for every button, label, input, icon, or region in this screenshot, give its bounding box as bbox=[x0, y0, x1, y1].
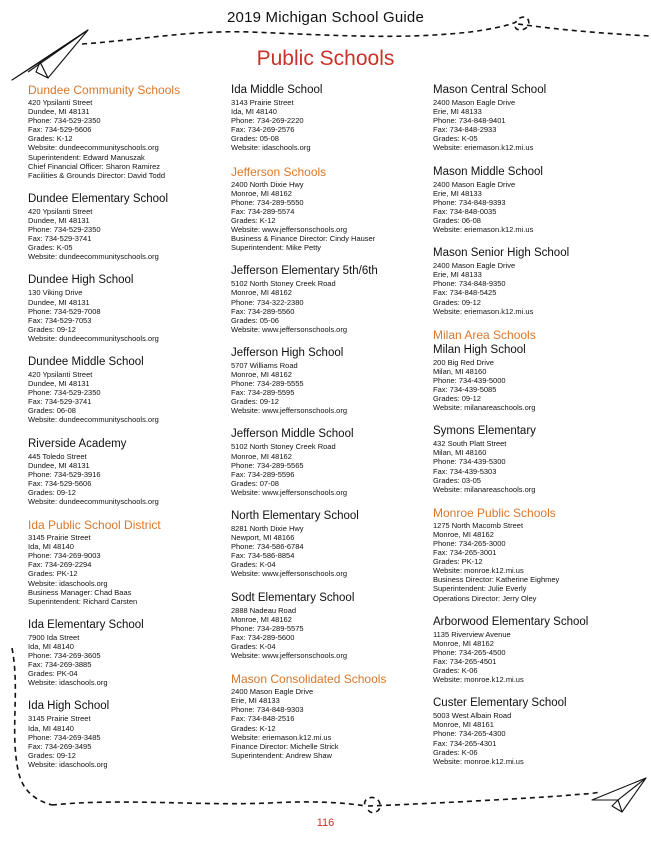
detail-line: Grades: 07-08 bbox=[231, 478, 279, 488]
column-2 bbox=[231, 83, 436, 772]
detail-line: 7900 Ida Street bbox=[28, 632, 80, 642]
detail-line: Superintendent: Richard Carsten bbox=[28, 596, 138, 606]
detail-line: Grades: PK-12 bbox=[28, 569, 78, 579]
detail-line: Phone: 734-289-5555 bbox=[231, 379, 304, 389]
detail-line: Monroe, MI 48161 bbox=[433, 720, 494, 730]
detail-line: Superintendent: Andrew Shaw bbox=[231, 750, 332, 760]
school-entry bbox=[28, 618, 233, 688]
detail-line: Phone: 734-322-2380 bbox=[231, 297, 304, 307]
school-entry bbox=[28, 355, 233, 425]
detail-line: Monroe, MI 48162 bbox=[231, 288, 292, 298]
detail-line: Business Manager: Chad Baas bbox=[28, 587, 132, 597]
detail-line: Phone: 734-289-5565 bbox=[231, 460, 304, 470]
detail-line: Grades: 05-06 bbox=[231, 315, 279, 325]
detail-line: 432 South Platt Street bbox=[433, 439, 507, 449]
school-name: Mason Senior High School bbox=[433, 247, 570, 260]
detail-line: Website: monroe.k12.mi.us bbox=[433, 756, 524, 766]
detail-line: Business & Finance Director: Cindy Hauser bbox=[231, 234, 376, 244]
detail-line: 5707 Williams Road bbox=[231, 360, 298, 370]
detail-line: Phone: 734-848-9393 bbox=[433, 197, 506, 207]
detail-line: Monroe, MI 48162 bbox=[231, 369, 292, 379]
detail-line: Grades: K-05 bbox=[433, 134, 478, 144]
detail-line: Phone: 734-265-4500 bbox=[433, 647, 506, 657]
detail-line: 5102 North Stoney Creek Road bbox=[231, 279, 336, 289]
detail-line: Monroe, MI 48162 bbox=[231, 451, 292, 461]
detail-line: Monroe, MI 48162 bbox=[433, 638, 494, 648]
detail-line: Phone: 734-265-3000 bbox=[433, 539, 506, 548]
detail-line: Phone: 734-529-7008 bbox=[28, 306, 101, 316]
detail-line: Website: www.jeffersonschools.org bbox=[231, 324, 348, 334]
detail-line: Fax: 734-848-2516 bbox=[231, 714, 295, 724]
detail-line: Phone: 734-529-2350 bbox=[28, 388, 101, 398]
detail-line: Website: milanareaschools.org bbox=[433, 403, 536, 413]
detail-line: 420 Ypsilanti Street bbox=[28, 98, 93, 107]
district-name: Milan Area Schools bbox=[433, 327, 536, 342]
district-name: Dundee Community Schools bbox=[28, 83, 181, 97]
detail-line: Fax: 734-269-3885 bbox=[28, 660, 92, 670]
detail-line: Fax: 734-529-5606 bbox=[28, 125, 92, 135]
detail-line: Grades: 09-12 bbox=[231, 397, 279, 407]
school-entry bbox=[231, 264, 436, 334]
detail-line: Dundee, MI 48131 bbox=[28, 379, 90, 389]
detail-line: Fax: 734-265-4501 bbox=[433, 656, 497, 666]
detail-line: Facilities & Grounds Director: David Todd bbox=[28, 170, 165, 180]
school-entry bbox=[433, 424, 638, 494]
school-entry bbox=[433, 83, 638, 153]
district-entry bbox=[231, 165, 436, 253]
district-entry bbox=[433, 506, 638, 603]
detail-line: Website: dundeecommunityschools.org bbox=[28, 333, 159, 343]
detail-line: 3143 Prairie Street bbox=[231, 98, 294, 107]
detail-line: 5102 North Stoney Creek Road bbox=[231, 442, 336, 452]
school-name: Ida High School bbox=[28, 700, 110, 713]
detail-line: Website: monroe.k12.mi.us bbox=[433, 566, 524, 576]
detail-line: Website: idaschools.org bbox=[231, 143, 311, 153]
detail-line: Phone: 734-269-3485 bbox=[28, 732, 101, 742]
detail-line: 2400 Mason Eagle Drive bbox=[433, 261, 516, 271]
detail-line: Website: eriemason.k12.mi.us bbox=[231, 732, 332, 742]
detail-line: 445 Toledo Street bbox=[28, 451, 87, 461]
detail-line: 2400 North Dixie Hwy bbox=[231, 179, 304, 189]
school-entry bbox=[28, 699, 233, 769]
detail-line: Website: eriemason.k12.mi.us bbox=[433, 306, 534, 316]
detail-line: Grades: 09-12 bbox=[433, 394, 481, 404]
detail-line: Phone: 734-848-9350 bbox=[433, 279, 506, 289]
school-entry bbox=[28, 273, 233, 343]
detail-line: 420 Ypsilanti Street bbox=[28, 369, 93, 379]
detail-line: Erie, MI 48133 bbox=[433, 188, 482, 198]
detail-line: 2400 Mason Eagle Drive bbox=[433, 98, 516, 107]
school-name: North Elementary School bbox=[231, 510, 359, 522]
detail-line: Fax: 734-289-5600 bbox=[231, 632, 295, 642]
detail-line: Fax: 734-439-5303 bbox=[433, 466, 497, 476]
school-entry bbox=[433, 696, 638, 766]
detail-line: Operations Director: Jerry Oley bbox=[433, 593, 537, 603]
column-3 bbox=[433, 83, 638, 778]
detail-line: Milan, MI 48160 bbox=[433, 366, 487, 376]
detail-line: Grades: K-05 bbox=[28, 243, 73, 253]
detail-line: Grades: 09-12 bbox=[28, 487, 76, 497]
detail-line: Grades: 03-05 bbox=[433, 475, 481, 485]
detail-line: Fax: 734-269-2294 bbox=[28, 560, 92, 570]
detail-line: Website: idaschools.org bbox=[28, 678, 108, 688]
detail-line: 2400 Mason Eagle Drive bbox=[433, 179, 516, 189]
detail-line: 1135 Riverview Avenue bbox=[433, 629, 511, 639]
detail-line: Phone: 734-289-5575 bbox=[231, 623, 304, 633]
detail-line: Fax: 734-265-4301 bbox=[433, 738, 497, 748]
detail-line: Website: eriemason.k12.mi.us bbox=[433, 143, 534, 153]
detail-line: Fax: 734-848-5425 bbox=[433, 288, 497, 298]
school-name: Riverside Academy bbox=[28, 437, 127, 450]
school-name: Milan High School bbox=[433, 343, 526, 356]
district-name: Mason Consolidated Schools bbox=[231, 672, 387, 687]
detail-line: Fax: 734-439-5085 bbox=[433, 384, 497, 394]
school-name: Ida Middle School bbox=[231, 84, 323, 96]
detail-line: Erie, MI 48133 bbox=[433, 107, 482, 117]
detail-line: Website: dundeecommunityschools.org bbox=[28, 252, 159, 262]
district-name: Jefferson Schools bbox=[231, 164, 327, 179]
detail-line: Erie, MI 48133 bbox=[433, 270, 482, 280]
detail-line: 8281 North Dixie Hwy bbox=[231, 524, 304, 533]
detail-line: Website: www.jeffersonschools.org bbox=[231, 487, 348, 497]
detail-line: Monroe, MI 48162 bbox=[231, 188, 292, 198]
detail-line: Chief Financial Officer: Sharon Ramirez bbox=[28, 161, 160, 171]
detail-line: Fax: 734-289-5596 bbox=[231, 469, 295, 479]
detail-line: Fax: 734-269-2576 bbox=[231, 125, 295, 135]
school-name: Mason Central School bbox=[433, 84, 547, 96]
page-heading: Public Schools bbox=[256, 47, 395, 70]
detail-line: Website: www.jeffersonschools.org bbox=[231, 406, 348, 416]
detail-line: Phone: 734-529-3916 bbox=[28, 469, 101, 479]
detail-line: Fax: 734-848-0035 bbox=[433, 206, 497, 216]
detail-line: Fax: 734-289-5560 bbox=[231, 306, 295, 316]
school-name: Jefferson High School bbox=[231, 346, 344, 359]
detail-line: 420 Ypsilanti Street bbox=[28, 206, 93, 216]
detail-line: 2400 Mason Eagle Drive bbox=[231, 687, 314, 697]
detail-line: Superintendent: Mike Petty bbox=[231, 243, 322, 253]
district-name: Monroe Public Schools bbox=[433, 505, 556, 520]
detail-line: 1275 North Macomb Street bbox=[433, 520, 524, 530]
school-entry bbox=[433, 246, 638, 316]
detail-line: Newport, MI 48166 bbox=[231, 533, 295, 543]
detail-line: Ida, MI 48140 bbox=[28, 542, 74, 552]
school-name: Sodt Elementary School bbox=[231, 591, 355, 604]
detail-line: Dundee, MI 48131 bbox=[28, 460, 90, 470]
detail-line: Phone: 734-586-6784 bbox=[231, 542, 304, 552]
detail-line: Fax: 734-586-8854 bbox=[231, 551, 295, 561]
school-name: Jefferson Middle School bbox=[231, 428, 354, 441]
detail-line: Ida, MI 48140 bbox=[231, 107, 277, 117]
detail-line: Grades: K-12 bbox=[28, 134, 73, 144]
column-1 bbox=[28, 83, 233, 781]
district-name: Ida Public School District bbox=[28, 518, 161, 533]
paper-airplane-icon bbox=[592, 778, 646, 812]
detail-line: Phone: 734-439-5000 bbox=[433, 375, 506, 385]
detail-line: Erie, MI 48133 bbox=[231, 696, 280, 706]
detail-line: Ida, MI 48140 bbox=[28, 723, 74, 733]
school-name: Jefferson Elementary 5th/6th bbox=[231, 265, 378, 278]
page-number: 116 bbox=[316, 817, 335, 829]
school-name: Dundee High School bbox=[28, 274, 134, 287]
school-name: Dundee Middle School bbox=[28, 355, 144, 368]
school-entry bbox=[231, 346, 436, 416]
school-entry bbox=[231, 591, 436, 661]
detail-line: Monroe, MI 48162 bbox=[433, 529, 494, 539]
school-name: Dundee Elementary School bbox=[28, 192, 168, 205]
detail-line: Phone: 734-529-2350 bbox=[28, 225, 101, 235]
school-entry bbox=[231, 427, 436, 497]
detail-line: Grades: 09-12 bbox=[433, 297, 481, 307]
detail-line: 200 Big Red Drive bbox=[433, 357, 494, 367]
detail-line: Website: idaschools.org bbox=[28, 578, 108, 588]
school-entry bbox=[28, 437, 233, 507]
detail-line: Grades: K-12 bbox=[231, 215, 276, 225]
detail-line: Fax: 734-529-7053 bbox=[28, 315, 92, 325]
detail-line: Superintendent: Julie Everly bbox=[433, 584, 527, 594]
detail-line: Fax: 734-289-5595 bbox=[231, 388, 295, 398]
district-entry bbox=[433, 328, 638, 342]
detail-line: Website: eriemason.k12.mi.us bbox=[433, 225, 534, 235]
detail-line: Phone: 734-529-2350 bbox=[28, 116, 101, 126]
detail-line: Grades: PK-12 bbox=[433, 557, 483, 567]
school-entry bbox=[231, 509, 436, 579]
detail-line: Phone: 734-269-9003 bbox=[28, 551, 101, 561]
detail-line: Website: dundeecommunityschools.org bbox=[28, 497, 159, 506]
detail-line: Fax: 734-289-5574 bbox=[231, 206, 295, 216]
guide-title: 2019 Michigan School Guide bbox=[227, 9, 424, 26]
detail-line: Website: idaschools.org bbox=[28, 759, 108, 769]
detail-line: Grades: K-06 bbox=[433, 747, 478, 757]
detail-line: Ida, MI 48140 bbox=[28, 641, 74, 651]
detail-line: Website: dundeecommunityschools.org bbox=[28, 143, 159, 153]
district-entry bbox=[28, 83, 233, 180]
detail-line: Phone: 734-269-2220 bbox=[231, 116, 304, 126]
detail-line: Grades: PK-04 bbox=[28, 669, 78, 679]
detail-line: 2888 Nadeau Road bbox=[231, 605, 297, 615]
detail-line: Website: milanareaschools.org bbox=[433, 484, 536, 494]
detail-line: Milan, MI 48160 bbox=[433, 448, 487, 458]
school-name: Arborwood Elementary School bbox=[433, 615, 589, 628]
detail-line: Website: www.jeffersonschools.org bbox=[231, 651, 348, 661]
detail-line: Fax: 734-529-3741 bbox=[28, 397, 92, 407]
detail-line: Website: monroe.k12.mi.us bbox=[433, 675, 524, 685]
detail-line: Grades: K-04 bbox=[231, 641, 276, 651]
detail-line: Grades: 06-08 bbox=[28, 406, 76, 416]
detail-line: Grades: 06-08 bbox=[433, 215, 481, 225]
detail-line: Website: www.jeffersonschools.org bbox=[231, 225, 348, 235]
district-entry bbox=[231, 672, 436, 760]
detail-line: Fax: 734-269-3495 bbox=[28, 741, 92, 751]
detail-line: Grades: K-04 bbox=[231, 560, 276, 570]
school-name: Custer Elementary School bbox=[433, 697, 567, 710]
detail-line: Grades: 09-12 bbox=[28, 750, 76, 760]
school-name: Ida Elementary School bbox=[28, 618, 144, 631]
bottom-dashed-flight-path bbox=[52, 792, 600, 813]
detail-line: Fax: 734-529-3741 bbox=[28, 234, 92, 244]
detail-line: Website: dundeecommunityschools.org bbox=[28, 415, 159, 425]
detail-line: Finance Director: Michelle Strick bbox=[231, 741, 339, 751]
school-entry bbox=[433, 343, 638, 413]
district-entry bbox=[28, 518, 233, 606]
detail-line: Phone: 734-265-4300 bbox=[433, 729, 506, 739]
school-entry bbox=[231, 83, 436, 153]
school-name: Mason Middle School bbox=[433, 165, 543, 178]
school-entry bbox=[28, 192, 233, 262]
detail-line: Phone: 734-289-5550 bbox=[231, 197, 304, 207]
detail-line: 130 Viking Drive bbox=[28, 288, 83, 298]
detail-line: Dundee, MI 48131 bbox=[28, 297, 90, 307]
detail-line: Business Director: Katherine Eighmey bbox=[433, 575, 560, 585]
school-name: Symons Elementary bbox=[433, 425, 536, 438]
detail-line: Grades: K-06 bbox=[433, 666, 478, 676]
detail-line: Grades: 05-08 bbox=[231, 134, 279, 144]
detail-line: Phone: 734-848-9303 bbox=[231, 705, 304, 715]
detail-line: Phone: 734-848-9401 bbox=[433, 116, 506, 126]
detail-line: 5003 West Albain Road bbox=[433, 711, 512, 721]
detail-line: Phone: 734-439-5300 bbox=[433, 457, 506, 467]
detail-line: Dundee, MI 48131 bbox=[28, 215, 90, 225]
detail-line: Dundee, MI 48131 bbox=[28, 107, 90, 117]
detail-line: Grades: K-12 bbox=[231, 723, 276, 733]
detail-line: 3145 Prairie Street bbox=[28, 533, 91, 543]
detail-line: Monroe, MI 48162 bbox=[231, 614, 292, 624]
detail-line: Phone: 734-269-3605 bbox=[28, 651, 101, 661]
detail-line: Fax: 734-848-2933 bbox=[433, 125, 497, 135]
detail-line: Fax: 734-265-3001 bbox=[433, 548, 497, 558]
detail-line: Website: www.jeffersonschools.org bbox=[231, 569, 348, 579]
detail-line: Superintendent: Edward Manuszak bbox=[28, 152, 145, 162]
school-entry bbox=[433, 165, 638, 235]
school-entry bbox=[433, 615, 638, 685]
detail-line: 3145 Prairie Street bbox=[28, 714, 91, 724]
detail-line: Fax: 734-529-5606 bbox=[28, 478, 92, 488]
detail-line: Grades: 09-12 bbox=[28, 324, 76, 334]
